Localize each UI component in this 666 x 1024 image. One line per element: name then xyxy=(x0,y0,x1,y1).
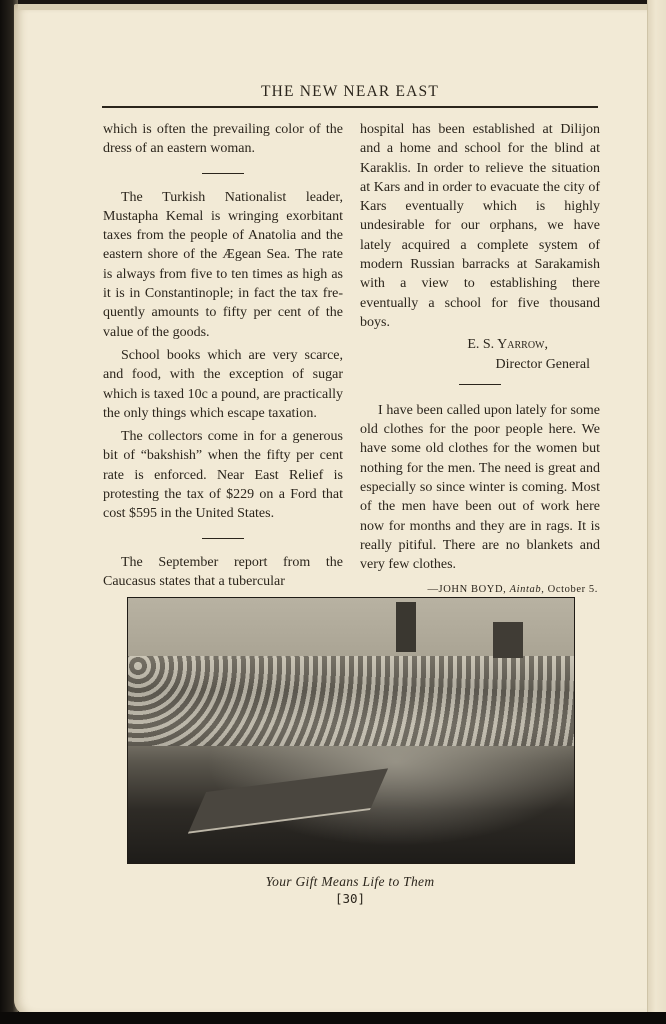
page-number: [30] xyxy=(334,891,366,906)
attribution-date: , October 5. xyxy=(541,583,598,595)
section-separator xyxy=(202,538,244,539)
section-separator xyxy=(202,173,244,174)
paragraph: The collectors come in for a generous bit of “bakshish” when the fifty per cent rate is enforced. Near East Relief is protesting the tax of $229 on a Ford that cost $595 in the United States. xyxy=(103,429,343,522)
attribution xyxy=(360,580,600,599)
next-page-edge xyxy=(647,0,666,1016)
attribution-place: Aintab xyxy=(509,583,542,595)
signature-title: Director General xyxy=(495,356,590,372)
paragraph: hospital has been established at Dilijon and a home and school for the blind at Karaklis. In order to relieve the situation at Kars and in order to evacuate the city of Kars eventually which is highly undesirable for our orphans, we have lately acquired a complete system of modern Russian barracks at Sarakamish with a view to establishing there eventually a school for five thousand boys. xyxy=(360,122,600,330)
photo-table xyxy=(188,768,388,833)
paragraph: The September report from the Caucasus states that a tubercular xyxy=(103,554,343,589)
photograph-orphans xyxy=(127,597,575,864)
bottom-shadow xyxy=(0,1012,666,1024)
page-top-edge xyxy=(18,4,648,10)
photo-crowd xyxy=(128,656,574,746)
left-column xyxy=(103,120,343,591)
paragraph: School books which are very scarce, and food, with the exception of sugar which is taxed 10c a pound, are practically the only things which escape taxation. xyxy=(103,347,343,421)
photo-caption: Your Gift Means Life to Them xyxy=(265,874,435,889)
paragraph: which is often the prevailing color of the dress of an eastern woman. xyxy=(103,122,343,157)
photo-door xyxy=(493,622,523,658)
paragraph: I have been called upon lately for some old clothes for the poor people here. We have some old clothes for the women but nothing for the men. The need is great and especially so since winter is coming. Most of the men have been out of work here now for months and they are in rags. It is really pitiful. There are no blankets and very few clothes. xyxy=(360,402,600,573)
attribution-name: —JOHN BOYD, xyxy=(427,583,510,595)
running-head: THE NEW NEAR EAST xyxy=(260,83,440,100)
right-column xyxy=(360,120,600,599)
paragraph: The Turkish Nationalist leader, Mustapha Kemal is wringing exorbitant taxes from the people of Anatolia and the eastern shore of the Ægean Sea. The rate is always from five to ten times as high as it is in Constantinople; in fact the tax frequently amounts to fifty per cent of the value of the goods. xyxy=(103,189,343,340)
section-separator xyxy=(459,384,501,385)
signature-name: E. S. Yarrow, xyxy=(467,337,548,353)
photo-window xyxy=(396,602,416,652)
header-rule xyxy=(102,106,598,108)
